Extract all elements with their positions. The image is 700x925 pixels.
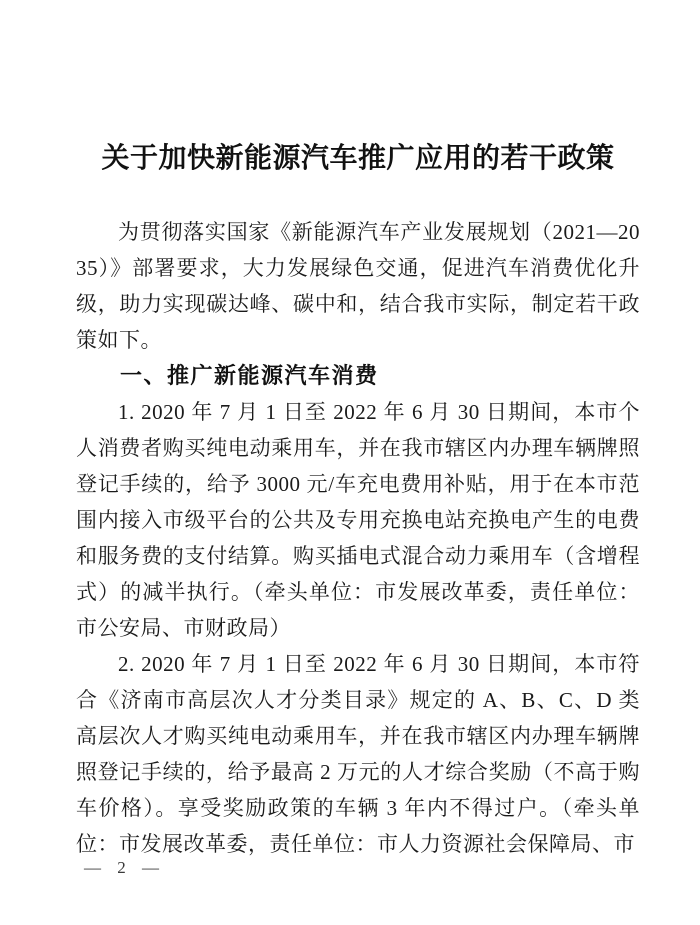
page-number: — 2 — bbox=[84, 858, 165, 877]
document-title: 关于加快新能源汽车推广应用的若干政策 bbox=[101, 143, 615, 174]
policy-item-1: 1. 2020 年 7 月 1 日至 2022 年 6 月 30 日期间，本市个人消费者购买纯电动乘用车，并在我市辖区内办理车辆牌照登记手续的，给予 3000 元/车充电费用补贴，用于在本市范围内接入市级平台的公共及专用充换电站充换电产生的电费和服务费的支付结算。购买插电式混合动力乘用车（含增程式）的减半执行。（牵头单位：市发展改革委，责任单位：市公安局、市财政局） bbox=[76, 400, 640, 640]
intro-paragraph: 为贯彻落实国家《新能源汽车产业发展规划（2021—2035）》部署要求，大力发展绿色交通，促进汽车消费优化升级，助力实现碳达峰、碳中和，结合我市实际，制定若干政策如下。 bbox=[76, 220, 640, 352]
section-one-heading: 一、推广新能源汽车消费 bbox=[120, 363, 379, 388]
policy-item-2: 2. 2020 年 7 月 1 日至 2022 年 6 月 30 日期间，本市符合《济南市高层次人才分类目录》规定的 A、B、C、D 类高层次人才购买纯电动乘用车，并在我市辖区内办理车辆牌照登记手续的，给予最高 2 万元的人才综合奖励（不高于购车价格）。享受奖励政策的车辆 3 年内不得过户。（牵头单位：市发展改革委，责任单位：市人力资源社会保障局、市 bbox=[76, 652, 640, 856]
